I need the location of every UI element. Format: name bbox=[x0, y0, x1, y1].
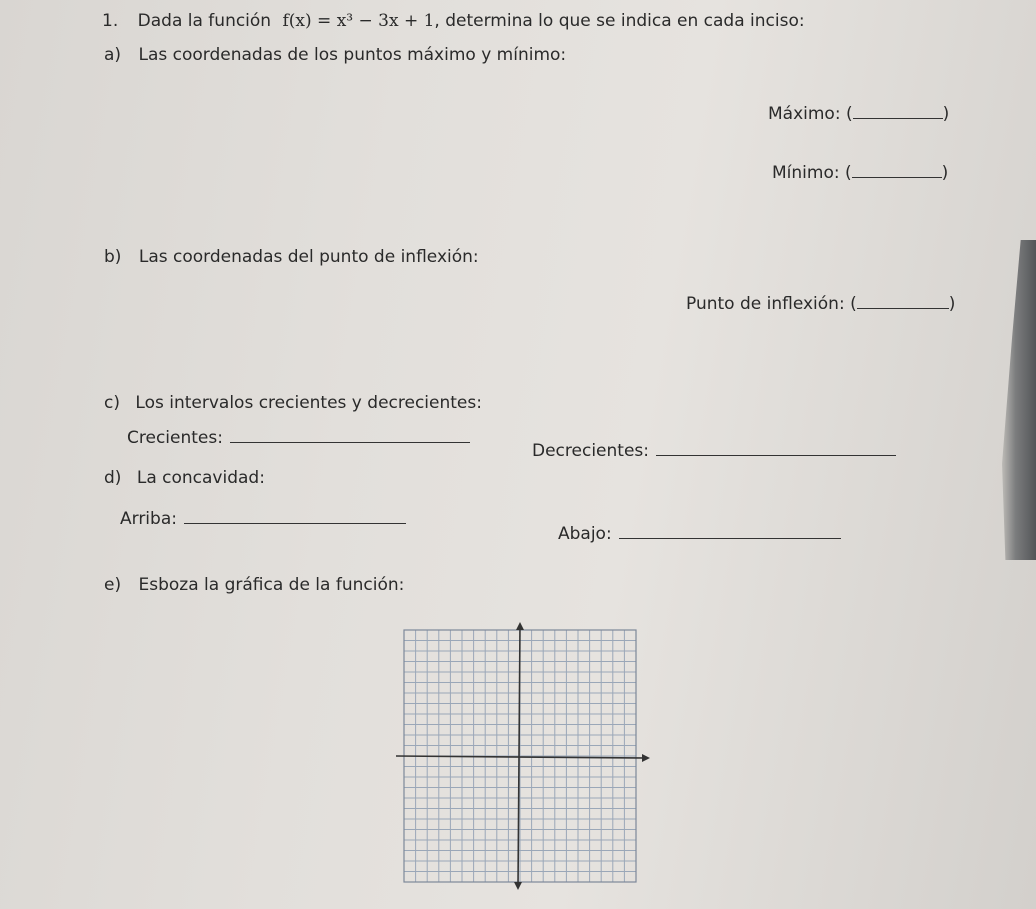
part-b-heading bbox=[104, 247, 479, 267]
minimum-answer bbox=[772, 163, 948, 183]
maximum-close: ) bbox=[942, 104, 950, 124]
part-e-text: Esboza la gráfica de la función: bbox=[138, 575, 405, 595]
concave-up-blank[interactable] bbox=[184, 509, 406, 524]
inflection-label: Punto de inflexión: ( bbox=[686, 294, 857, 314]
y-axis-arrow-top-icon bbox=[516, 622, 524, 630]
part-a-label: a) bbox=[104, 45, 122, 65]
inflection-close: ) bbox=[948, 294, 956, 314]
x-axis-arrow-icon bbox=[642, 754, 650, 762]
part-e-heading bbox=[104, 575, 404, 595]
question-prompt-start: Dada la función bbox=[137, 11, 272, 31]
function-expression: f(x) = x³ − 3x + 1 bbox=[282, 11, 435, 31]
grid-svg bbox=[396, 620, 656, 890]
inflection-answer bbox=[686, 294, 955, 314]
question-header bbox=[102, 11, 805, 31]
part-b-text: Las coordenadas del punto de inflexión: bbox=[138, 247, 479, 267]
part-d-text: La concavidad: bbox=[136, 468, 265, 488]
decreasing-blank[interactable] bbox=[656, 441, 896, 456]
increasing-blank[interactable] bbox=[230, 428, 470, 443]
concave-up-label: Arriba: bbox=[120, 509, 177, 529]
inflection-blank[interactable] bbox=[857, 294, 949, 309]
part-c-text: Los intervalos crecientes y decrecientes: bbox=[135, 393, 482, 413]
part-d-heading bbox=[104, 468, 265, 488]
maximum-blank[interactable] bbox=[853, 104, 943, 119]
background-object bbox=[1002, 240, 1036, 560]
minimum-label: Mínimo: ( bbox=[772, 163, 852, 183]
increasing-label: Crecientes: bbox=[127, 428, 223, 448]
concave-up-answer bbox=[120, 509, 406, 529]
part-e-label: e) bbox=[104, 575, 122, 595]
part-c-label: c) bbox=[104, 393, 120, 413]
minimum-blank[interactable] bbox=[852, 163, 942, 178]
y-axis-arrow-bottom-icon bbox=[514, 882, 522, 890]
decreasing-label: Decrecientes: bbox=[532, 441, 649, 461]
concave-down-label: Abajo: bbox=[558, 524, 612, 544]
part-a-heading bbox=[104, 45, 566, 65]
maximum-answer bbox=[768, 104, 949, 124]
question-number: 1. bbox=[102, 11, 119, 31]
part-b-label: b) bbox=[104, 247, 122, 267]
decreasing-answer bbox=[532, 441, 896, 461]
part-c-heading bbox=[104, 393, 482, 413]
coordinate-grid[interactable] bbox=[396, 620, 656, 894]
part-a-text: Las coordenadas de los puntos máximo y mínimo: bbox=[138, 45, 567, 65]
maximum-label: Máximo: ( bbox=[768, 104, 853, 124]
concave-down-answer bbox=[558, 524, 841, 544]
part-d-label: d) bbox=[104, 468, 122, 488]
minimum-close: ) bbox=[941, 163, 949, 183]
question-prompt-end: , determina lo que se indica en cada inciso: bbox=[434, 11, 805, 31]
increasing-answer bbox=[127, 428, 470, 448]
concave-down-blank[interactable] bbox=[619, 524, 841, 539]
